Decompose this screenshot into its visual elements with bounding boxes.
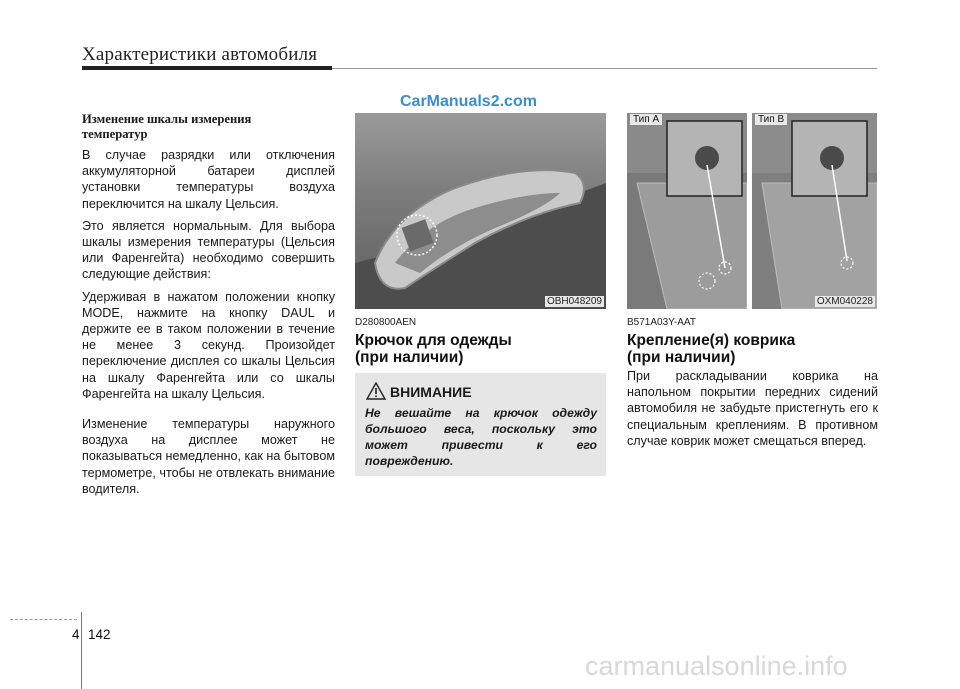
coat-hook-illustration [355,113,606,309]
floor-mat-body [627,368,878,449]
page-header-title: Характеристики автомобиля [82,44,318,65]
type-b-label: Тип B [755,114,787,125]
floor-mat-illustration-a [627,113,747,309]
floor-mat-illustration-b [752,113,877,309]
section-code: D280800AEN [355,317,417,328]
warning-title: ВНИМАНИЕ [390,384,472,400]
floor-mat-paragraph: При раскладывании коврика на напольном покрытии передних сидений автомобиля не забудьте пристегнуть его к специальным креплениям. В противном случае коврик может смещаться вперед. [627,369,878,448]
subheading-temperature-scale [82,112,335,142]
paragraph-4: Изменение температуры наружного воздуха на дисплее может не показываться немедленно, как на бытовом термометре, чтобы не отвлекать внимание водителя. [82,417,335,496]
title-line-2: (при наличии) [355,349,464,366]
coat-hook-photo [355,113,606,309]
subheading-line-2: температур [82,127,148,141]
page-number: 142 [88,627,111,642]
section-title-floor-mat [627,332,795,366]
paragraph-3: Удерживая в нажатом положении кнопку MODE, нажмите на кнопку DAUL и держите ее в таком положении в течение не менее 3 секунд. Произойдет переключение дисплея со шкалы Цельсия на шкалу Фаренгейта или со шкалы Фаренгейта на шкалу Цельсия. [82,289,335,401]
watermark-bottom[interactable]: carmanualsonline.info [585,651,848,681]
warning-triangle-icon [366,382,386,400]
photo-code: OBH048209 [546,296,602,307]
paragraph-1: В случае разрядки или отключения аккумуляторной батареи дисплей установки температуры воздуха переключится на шкалу Цельсия. [82,148,335,211]
title-line-1: Крючок для одежды [355,332,512,349]
header-rule-accent [82,66,332,70]
column-temperature-scale [82,112,335,503]
photo-code: OXM040228 [816,296,873,307]
footer-rule [10,619,77,620]
type-a-label: Тип A [630,114,662,125]
section-code: B571A03Y-AAT [627,317,696,328]
paragraph-2: Это является нормальным. Для выбора шкалы измерения температуры (Цельсия или Фаренгейта) необходимо совершить следующие действия: [82,218,335,282]
subheading-line-1: Изменение шкалы измерения [82,112,252,126]
floor-mat-photo-type-b [752,113,877,309]
footer-divider [81,612,82,689]
section-title-coat-hook [355,332,512,366]
chapter-number: 4 [72,627,80,642]
title-line-1: Крепление(я) коврика [627,332,796,349]
watermark-top[interactable]: CarManuals2.com [400,93,537,110]
warning-box [355,373,606,476]
warning-text: Не вешайте на крючок одежду большого веса, поскольку это может привести к его повреждению. [365,406,597,468]
title-line-2: (при наличии) [627,349,736,366]
floor-mat-photo-type-a [627,113,747,309]
